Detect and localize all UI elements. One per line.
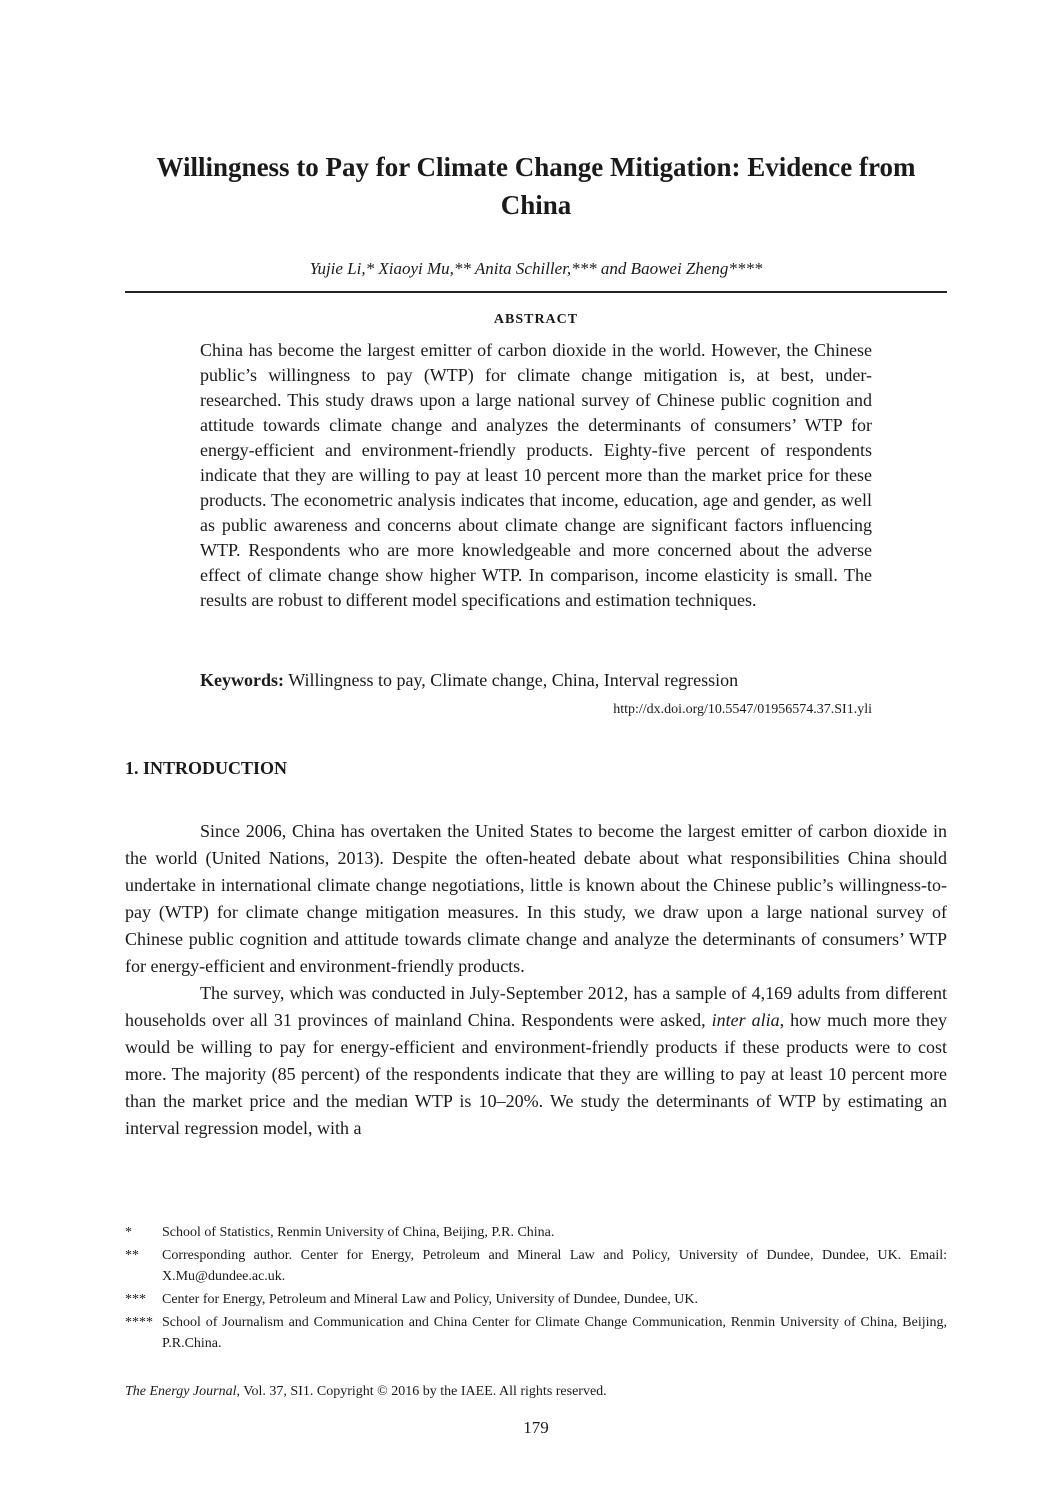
footnote <box>125 1312 947 1354</box>
footnotes <box>125 1222 947 1356</box>
footnote-mark: * <box>125 1225 132 1240</box>
footnote-mark: **** <box>125 1315 153 1330</box>
intro-paragraph-2-italic: inter alia <box>711 1010 780 1030</box>
footnote-text: Corresponding author. Center for Energy, Petroleum and Mineral Law and Policy, University of Dundee, Dundee, UK. Email: X.Mu@dundee.ac.uk. <box>162 1248 947 1284</box>
intro-paragraph-2 <box>125 980 947 1142</box>
journal-citation <box>125 1384 607 1400</box>
introduction-body <box>125 818 947 1142</box>
section-heading-introduction: 1. INTRODUCTION <box>125 758 288 778</box>
keywords-line <box>200 668 872 693</box>
footnote-text: School of Statistics, Renmin University of China, Beijing, P.R. China. <box>162 1225 555 1240</box>
keywords-text: Willingness to pay, Climate change, China, Interval regression <box>288 670 739 690</box>
intro-paragraph-1: Since 2006, China has overtaken the United States to become the largest emitter of carbon dioxide in the world (United Nations, 2013). Despite the often-heated debate about what responsibilities China should undertake in international climate change negotiations, little is known about the Chinese public’s willingness-to-pay (WTP) for climate change mitigation measures. In this study, we draw upon a large national survey of Chinese public cognition and attitude towards climate change and analyze the determinants of consumers’ WTP for energy-efficient and environment-friendly products. <box>125 821 947 976</box>
abstract-heading: ABSTRACT <box>493 312 579 327</box>
paper-title: Willingness to Pay for Climate Change Mitigation: Evidence from China <box>156 152 916 220</box>
page-number: 179 <box>523 1418 549 1437</box>
intro-paragraph-2-part-b: , how much more they would be willing to pay for energy-efficient and environment-friendly products if these products were to cost more. The majority (85 percent) of the respondents indicate that they are willing to pay at least 10 percent more than the market price and the median WTP is 10–20%. We study the determinants of WTP by estimating an interval regression model, with a <box>125 1010 948 1138</box>
footnote-mark: ** <box>125 1248 139 1263</box>
abstract-text: China has become the largest emitter of carbon dioxide in the world. However, the Chinese public’s willingness to pay (WTP) for climate change mitigation is, at best, under-researched. This study draws upon a large national survey of Chinese public cognition and attitude towards climate change and analyzes the determinants of consumers’ WTP for energy-efficient and environment-friendly products. Eighty-five percent of respondents indicate that they are willing to pay at least 10 percent more than the market price for these products. The econometric analysis indicates that income, education, age and gender, as well as public awareness and concerns about climate change are significant factors influencing WTP. Respondents who are more knowledgeable and more concerned about the adverse effect of climate change show higher WTP. In comparison, income elasticity is small. The results are robust to different model specifications and estimation techniques. <box>200 340 872 610</box>
footnote-text: School of Journalism and Communication and China Center for Climate Change Communication, Renmin University of China, Beijing, P.R.China. <box>162 1315 947 1351</box>
journal-name: The Energy Journal <box>125 1384 237 1399</box>
journal-details: , Vol. 37, SI1. Copyright © 2016 by the IAEE. All rights reserved. <box>236 1384 607 1399</box>
author-list: Yujie Li,* Xiaoyi Mu,** Anita Schiller,*** and Baowei Zheng**** <box>309 259 763 278</box>
footnote <box>125 1289 947 1310</box>
footnote <box>125 1245 947 1287</box>
header-divider <box>125 291 947 293</box>
intro-paragraph-2-part-a: The survey, which was conducted in July-September 2012, has a sample of 4,169 adults from different households over all 31 provinces of mainland China. Respondents were asked, <box>125 983 947 1030</box>
doi-link[interactable]: http://dx.doi.org/10.5547/01956574.37.SI1.yli <box>613 702 872 717</box>
footnote <box>125 1222 947 1243</box>
footnote-mark: *** <box>125 1292 146 1307</box>
footnote-text: Center for Energy, Petroleum and Mineral Law and Policy, University of Dundee, Dundee, UK. <box>162 1292 699 1307</box>
keywords-label: Keywords: <box>200 670 284 690</box>
